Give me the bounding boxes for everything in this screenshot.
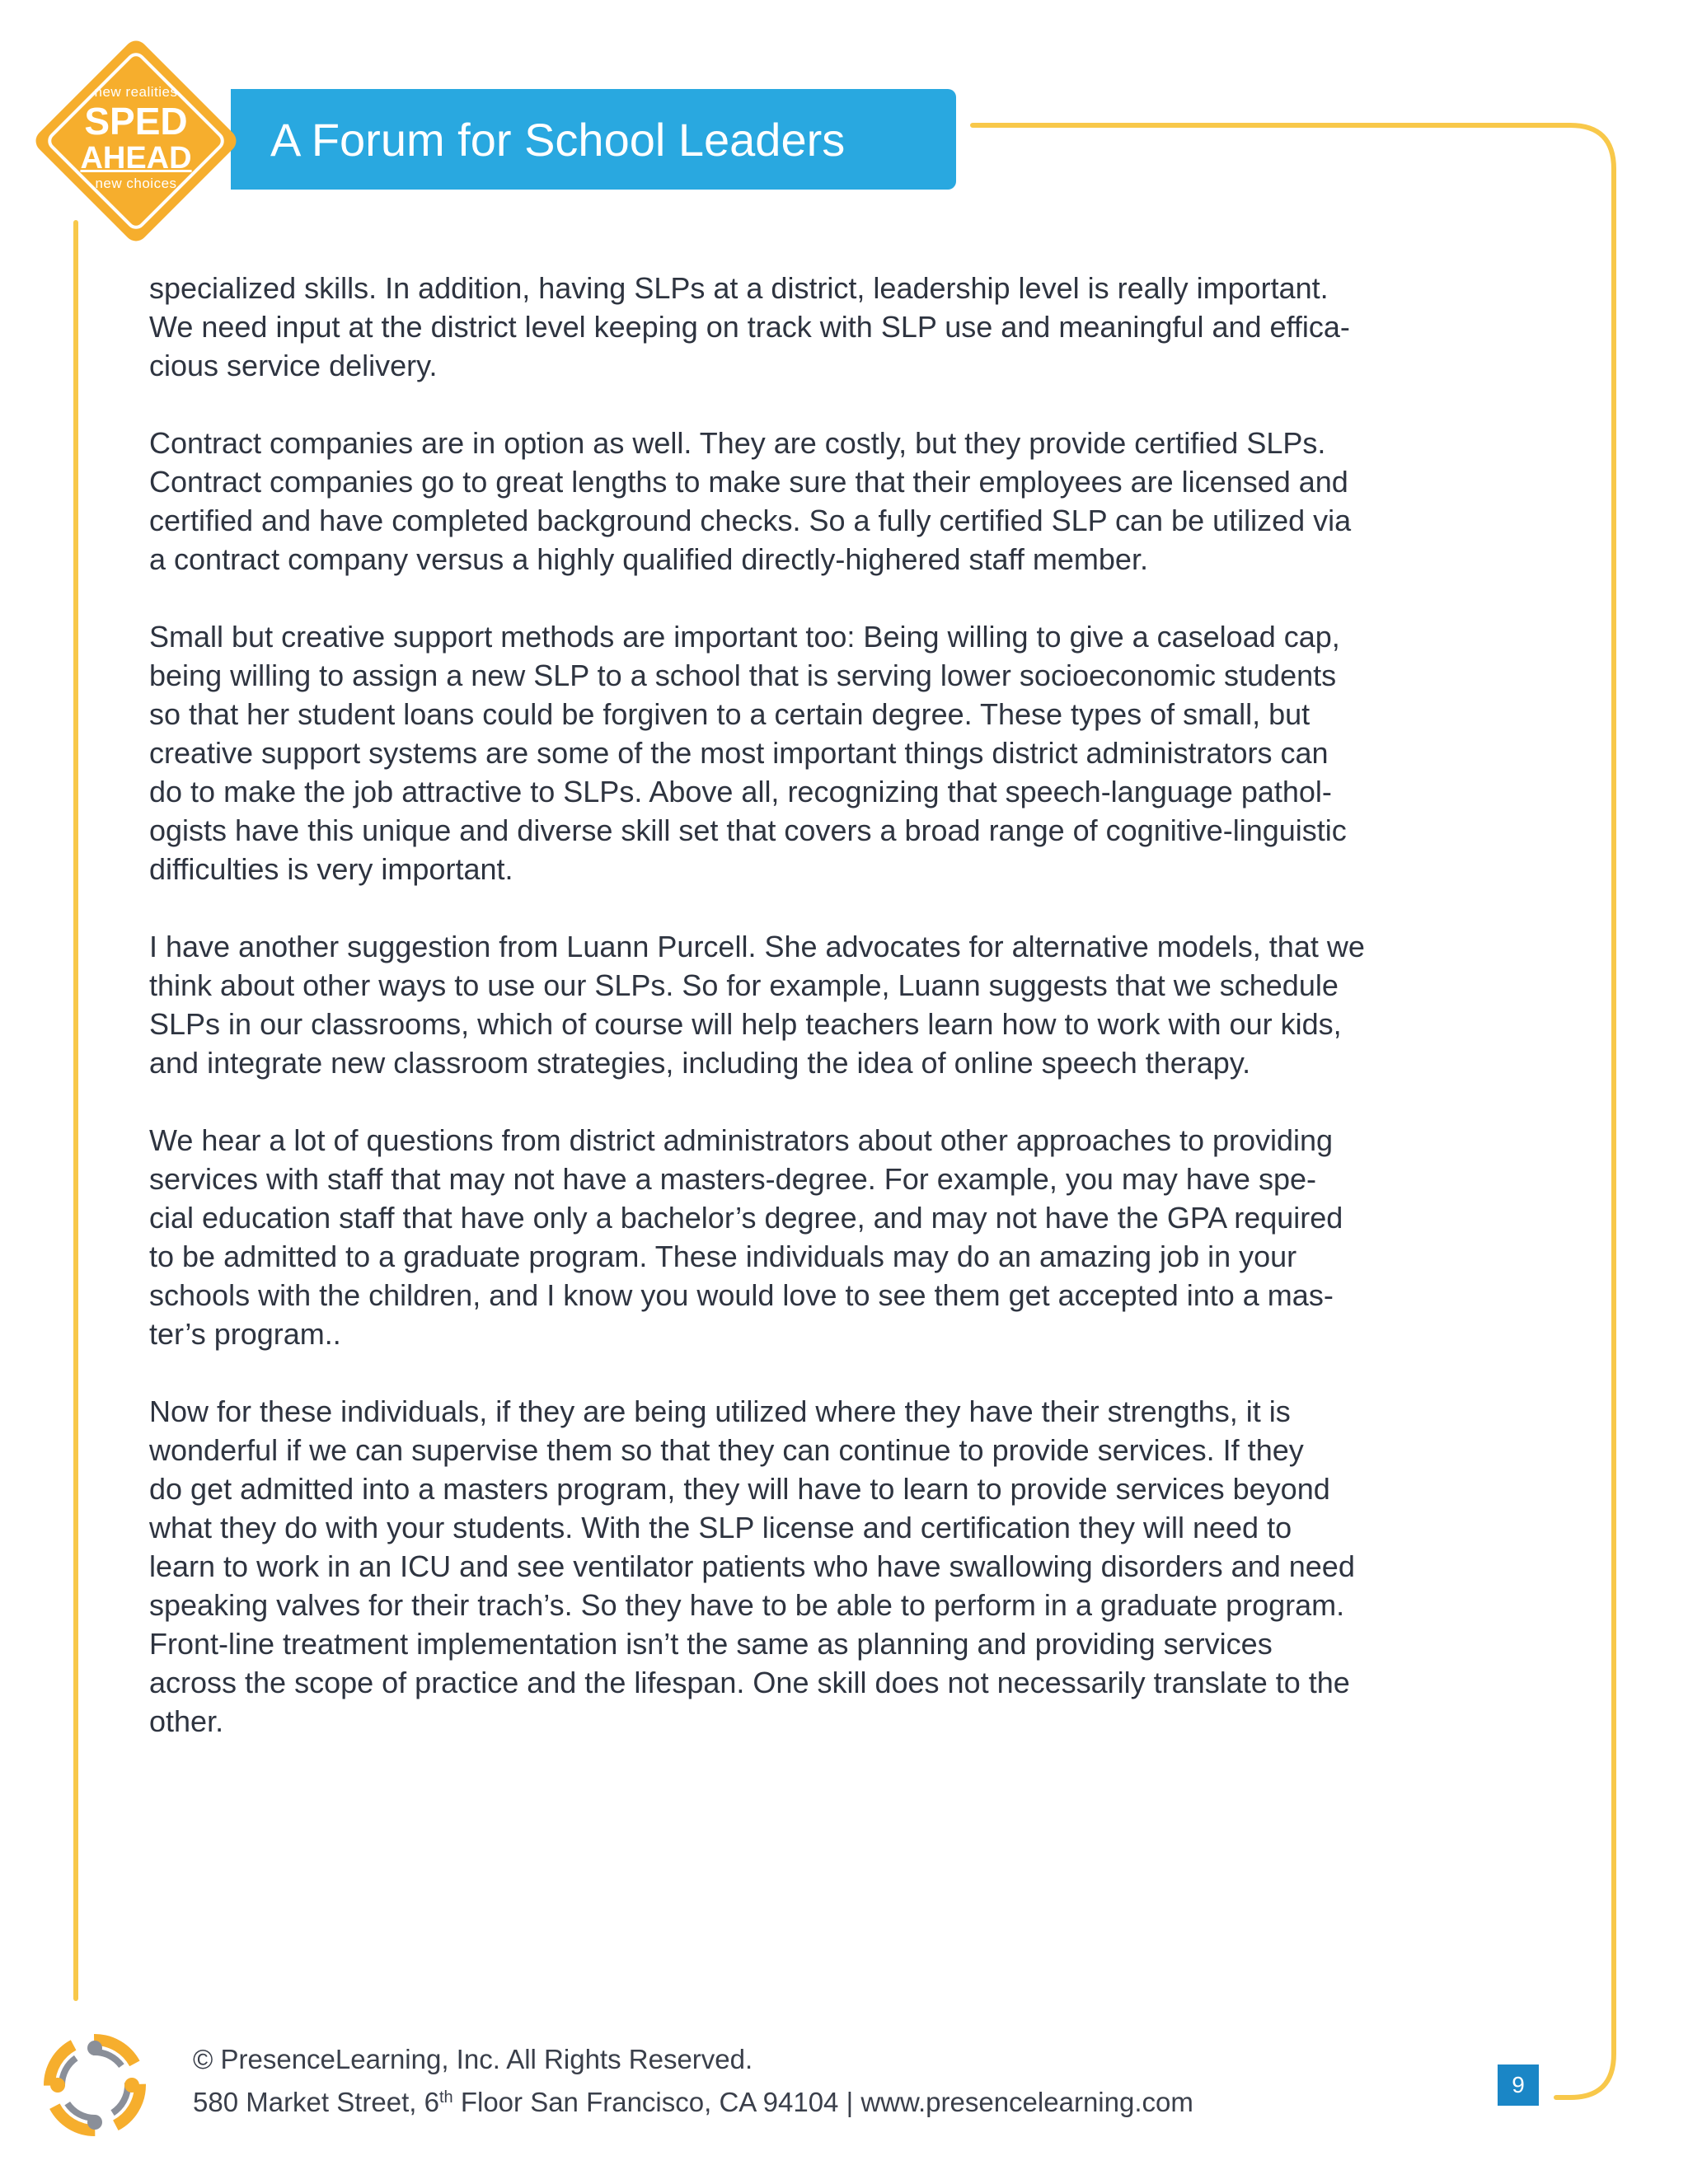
text-line: ogists have this unique and diverse skill set that covers a broad range of cognitive-linguistic <box>149 813 1347 847</box>
paragraph <box>149 617 1542 888</box>
text-line: a contract company versus a highly qualified directly-highered staff member. <box>149 542 1148 576</box>
text-line: to be admitted to a graduate program. These individuals may do an amazing job in your <box>149 1240 1297 1273</box>
footer-address: 580 Market Street, 6th Floor San Francisco, CA 94104 | www.presencelearning.com <box>193 2087 1193 2117</box>
paragraph <box>149 927 1542 1082</box>
text-line: creative support systems are some of the most important things district administrators can <box>149 736 1329 770</box>
article-body <box>149 269 1542 1779</box>
footer-copyright: © PresenceLearning, Inc. All Rights Reserved. <box>193 2044 753 2074</box>
footer-text <box>193 2041 1193 2121</box>
header-banner <box>231 89 956 190</box>
text-line: do to make the job attractive to SLPs. Above all, recognizing that speech-language pathol- <box>149 775 1332 808</box>
text-line: learn to work in an ICU and see ventilator patients who have swallowing disorders and need <box>149 1549 1355 1583</box>
text-line: speaking valves for their trach’s. So they have to be able to perform in a graduate program. <box>149 1588 1345 1622</box>
text-line: We hear a lot of questions from district administrators about other approaches to providing <box>149 1123 1334 1157</box>
logo-tagline-bottom: new choices <box>95 176 177 191</box>
sped-ahead-logo <box>25 30 247 252</box>
logo-tagline-top: new realities <box>94 84 178 100</box>
text-line: ter’s program.. <box>149 1317 341 1351</box>
paragraph <box>149 269 1542 385</box>
text-line: difficulties is very important. <box>149 852 513 886</box>
text-line: Now for these individuals, if they are being utilized where they have their strengths, it is <box>149 1394 1291 1428</box>
paragraph <box>149 424 1542 579</box>
text-line: services with staff that may not have a masters-degree. For example, you may have spe- <box>149 1162 1316 1196</box>
presencelearning-logo-icon <box>33 2023 157 2147</box>
text-line: specialized skills. In addition, having SLPs at a district, leadership level is really important. <box>149 271 1329 305</box>
text-line: wonderful if we can supervise them so that they can continue to provide services. If they <box>149 1433 1304 1467</box>
presencelearning-logo <box>33 2023 157 2147</box>
text-line: SLPs in our classrooms, which of course will help teachers learn how to work with our kids, <box>149 1007 1342 1041</box>
paragraph <box>149 1121 1542 1353</box>
page-number: 9 <box>1498 2064 1539 2106</box>
page-title: A Forum for School Leaders <box>270 114 846 166</box>
text-line: and integrate new classroom strategies, including the idea of online speech therapy. <box>149 1046 1251 1080</box>
text-line: what they do with your students. With the SLP license and certification they will need to <box>149 1511 1292 1544</box>
text-line: being willing to assign a new SLP to a school that is serving lower socioeconomic students <box>149 658 1337 692</box>
paragraph <box>149 1392 1542 1741</box>
text-line: Contract companies go to great lengths to make sure that their employees are licensed and <box>149 465 1348 499</box>
text-line: I have another suggestion from Luann Purcell. She advocates for alternative models, that we <box>149 930 1365 963</box>
text-line: schools with the children, and I know you would love to see them get accepted into a mas- <box>149 1278 1334 1312</box>
text-line: Front-line treatment implementation isn’t the same as planning and providing services <box>149 1627 1273 1661</box>
text-line: cious service delivery. <box>149 349 438 382</box>
text-line: certified and have completed background checks. So a fully certified SLP can be utilized via <box>149 504 1352 537</box>
text-line: cial education staff that have only a bachelor’s degree, and may not have the GPA required <box>149 1201 1343 1235</box>
logo-name-ahead: AHEAD <box>80 141 192 176</box>
text-line: think about other ways to use our SLPs. So for example, Luann suggests that we schedule <box>149 968 1339 1002</box>
text-line: Small but creative support methods are important too: Being willing to give a caseload cap, <box>149 620 1340 654</box>
text-line: other. <box>149 1704 224 1738</box>
text-line: We need input at the district level keeping on track with SLP use and meaningful and effica- <box>149 310 1350 344</box>
text-line: do get admitted into a masters program, they will have to learn to provide services beyond <box>149 1472 1330 1506</box>
text-line: across the scope of practice and the lifespan. One skill does not necessarily translate to the <box>149 1666 1350 1699</box>
logo-name-sped: SPED <box>84 100 188 143</box>
text-line: so that her student loans could be forgiven to a certain degree. These types of small, but <box>149 697 1311 731</box>
text-line: Contract companies are in option as well. They are costly, but they provide certified SLPs. <box>149 426 1326 460</box>
